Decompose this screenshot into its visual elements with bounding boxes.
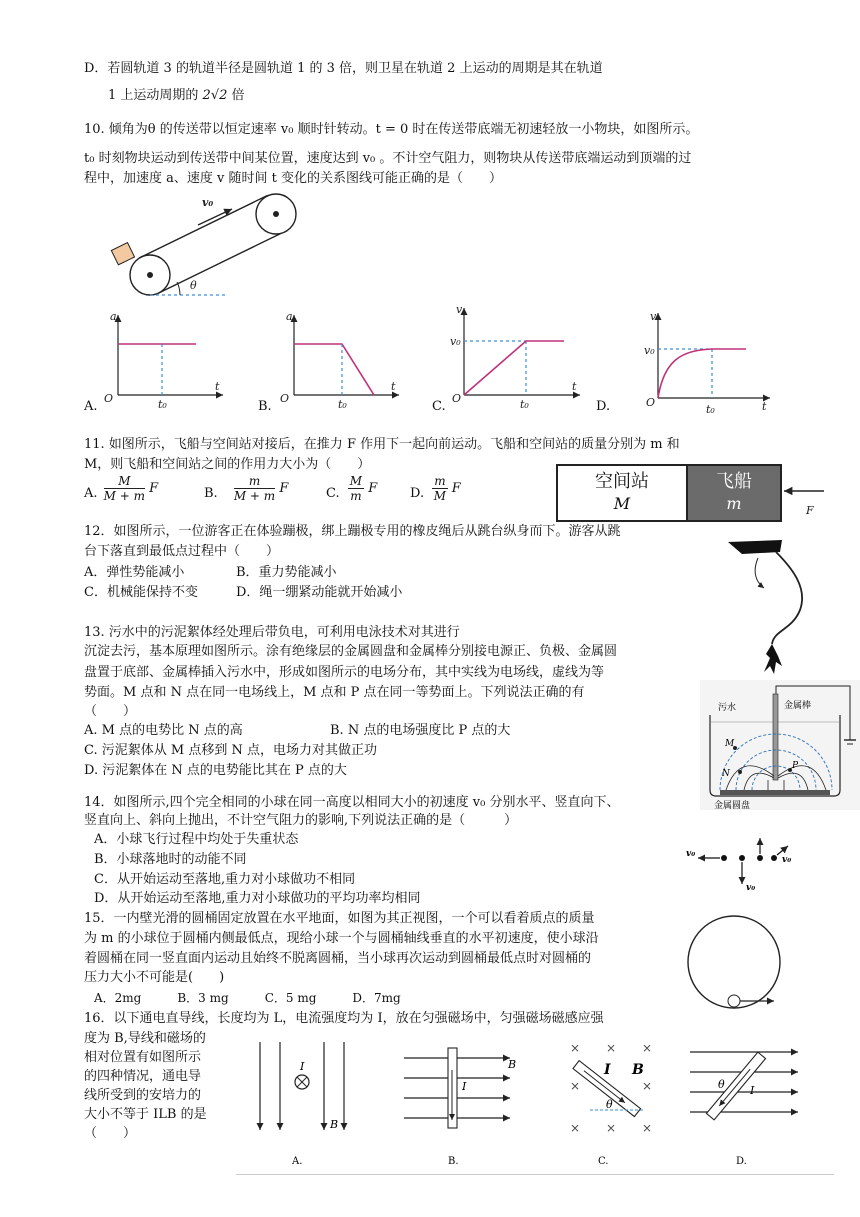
fig-d-label: D.: [736, 1156, 747, 1167]
q10-stem-line2: t₀ 时刻物块运动到传送带中间某位置，速度达到 v₀ 。不计空气阻力，则物块从传送带底端运动到顶端的过: [84, 151, 692, 166]
q12-option-a[interactable]: A．弹性势能减小: [84, 565, 185, 580]
q11-a-den: M + m: [103, 489, 146, 503]
svg-text:×: ×: [570, 1121, 581, 1135]
q11-d-num: m: [434, 474, 446, 488]
q11-a-label: A.: [84, 486, 98, 501]
q12-option-c[interactable]: C．机械能保持不变: [84, 585, 198, 600]
q16-side-line2: 相对位置有如图所示: [84, 1050, 202, 1065]
q15-options[interactable]: A．2mg B．3 mg C．5 mg D．7mg: [94, 991, 401, 1005]
q16-side-line5: 大小不等于 ILB 的是: [84, 1107, 207, 1122]
fig-b-field: B: [508, 1058, 517, 1071]
figure-baseline-divider: [236, 1174, 834, 1175]
svg-text:×: ×: [606, 1121, 617, 1135]
graph-b: [274, 310, 404, 410]
svg-text:×: ×: [642, 1121, 653, 1135]
ship-mass: m: [726, 494, 742, 513]
graph-a-axis-x: t: [215, 380, 220, 393]
q14-option-d[interactable]: D．从开始运动至落地,重力对小球做功的平均功率均相同: [94, 891, 421, 906]
svg-text:×: ×: [570, 1079, 581, 1093]
q14-option-c[interactable]: C．从开始运动至落地,重力对小球做功不相同: [94, 872, 356, 887]
svg-text:×: ×: [606, 1041, 617, 1055]
q13-stem-line3: 盘置于底部、金属棒插入污水中，形成如图所示的电场分布，其中实线为电场线，虚线为等: [84, 665, 605, 680]
q14-stem-line1: 14．如图所示,四个完全相同的小球在同一高度以相同大小的初速度 v₀ 分别水平、竖直向下、: [84, 795, 620, 810]
graph-a-t0: t₀: [158, 398, 167, 411]
q11-c-label: C.: [326, 486, 340, 501]
q13-option-d[interactable]: D. 污泥絮体在 N 点的电势能比其在 P 点的大: [84, 763, 347, 778]
graph-d-origin: O: [646, 396, 656, 409]
graph-a: [98, 310, 228, 410]
q13-stem-line4: 势面。M 点和 N 点在同一电场线上，M 点和 P 点在同一等势面上。下列说法正确的有: [84, 685, 585, 700]
q12-option-b[interactable]: B．重力势能减小: [236, 565, 337, 580]
fig-point-m: M: [725, 739, 735, 749]
svg-text:×: ×: [570, 1041, 581, 1055]
q15-stem-line3: 着圆桶在同一竖直面内运动且始终不脱离圆桶，当小球再次运动到圆桶最低点时对圆桶的: [84, 951, 592, 966]
q13-stem-line1: 13. 污水中的污泥絮体经处理后带负电，可利用电泳技术对其进行: [84, 625, 460, 640]
block: [111, 243, 134, 265]
belt-speed-label: v₀: [202, 196, 214, 209]
graph-d-t0: t₀: [706, 403, 715, 416]
q11-c-tail: F: [368, 481, 378, 496]
cylinder-figure: [684, 912, 784, 1012]
q12-stem-line1: 12．如图所示，一位游客正在体验蹦极，绑上蹦极专用的橡皮绳后从跳台纵身而下。游客从跳: [84, 524, 621, 539]
graph-c-t0: t₀: [520, 398, 529, 411]
graph-c-origin: O: [452, 392, 462, 405]
graph-b-origin: O: [280, 392, 290, 405]
q14-option-b[interactable]: B．小球落地时的动能不同: [94, 852, 247, 867]
q11-d-den: M: [433, 489, 447, 503]
q9-d-suffix: 倍: [231, 88, 245, 103]
fig-a-field: B: [330, 1118, 339, 1131]
q10-stem-line3: 程中，加速度 a、速度 v 随时间 t 变化的关系图线可能正确的是（ ）: [84, 171, 502, 186]
q9-d-factor: 2√2: [202, 88, 228, 103]
svg-text:×: ×: [642, 1041, 653, 1055]
q11-d-tail: F: [451, 481, 461, 496]
q16-figure-a: [252, 1040, 352, 1170]
q15-stem-line4: 压力大小不可能是( ): [84, 970, 225, 985]
q13-option-b[interactable]: B. N 点的电场强度比 P 点的大: [330, 723, 511, 738]
fig-c-field: B: [632, 1062, 644, 1078]
spaceship-box: [686, 464, 782, 522]
graph-d-axis-y: v: [650, 310, 657, 323]
q13-option-c[interactable]: C. 污泥絮体从 M 点移到 N 点，电场力对其做正功: [84, 743, 377, 758]
ball4-v0: v₀: [782, 855, 792, 865]
fig-point-p: P: [792, 761, 799, 771]
ball2-v0: v₀: [746, 883, 756, 893]
docking-figure: [556, 464, 826, 522]
fig-disk-label: 金属圆盘: [714, 801, 751, 811]
fig-point-n: N: [722, 769, 730, 779]
q11-c-num: M: [349, 474, 363, 488]
fig-rod-label: 金属棒: [784, 701, 812, 711]
fig-b-label: B.: [448, 1156, 459, 1167]
q9-option-d-line1: D．若圆轨道 3 的轨道半径是圆轨道 1 的 3 倍，则卫星在轨道 2 上运动的周期是其在轨道: [84, 61, 603, 76]
q13-option-a[interactable]: A. M 点的电势比 N 点的高: [84, 723, 243, 738]
space-station-box: [556, 464, 688, 522]
fig-a-current: I: [300, 1060, 305, 1073]
q10-option-d[interactable]: D.: [596, 399, 611, 414]
ship-label: 飞船: [716, 471, 752, 492]
q16-figure-d: [688, 1040, 808, 1170]
q12-stem-line2: 台下落直到最低点过程中（ ）: [84, 544, 280, 559]
force-label: F: [806, 504, 814, 517]
fig-b-current: I: [462, 1080, 467, 1093]
jumper-silhouette: [764, 644, 782, 674]
graph-c-axis-y: v: [456, 303, 463, 316]
q11-stem-line2: M，则飞船和空间站之间的作用力大小为（ ）: [84, 457, 371, 472]
fig-d-current: I: [750, 1084, 755, 1097]
q10-option-a[interactable]: A.: [84, 399, 98, 414]
metal-rod: [773, 694, 778, 780]
graph-c: [448, 303, 588, 410]
electrophoresis-figure: [700, 680, 860, 810]
metal-disk: [720, 790, 830, 795]
fig-water-label: 污水: [718, 703, 737, 713]
q13-stem-line2: 沉淀去污，基本原理如图所示。涂有绝缘层的金属圆盘和金属棒分别接电源正、负极、金属圆: [84, 644, 618, 659]
belt-angle-label: θ: [190, 279, 197, 292]
bungee-figure: [722, 538, 822, 678]
ball1-v0: v₀: [686, 849, 696, 859]
q14-option-a[interactable]: A．小球飞行过程中均处于失重状态: [94, 832, 299, 847]
q11-stem-line1: 11. 如图所示，飞船与空间站对接后，在推力 F 作用下一起向前运动。飞船和空间站的质量分别为 m 和: [84, 437, 680, 452]
four-balls-figure: [684, 836, 794, 894]
q11-d-label: D.: [410, 486, 425, 501]
q11-b-label: B.: [204, 486, 218, 501]
q11-a-num: M: [104, 474, 145, 489]
q16-figure-c: [560, 1040, 660, 1170]
graph-a-origin: O: [104, 392, 114, 405]
q16-figure-b: [400, 1040, 520, 1170]
station-label: 空间站: [595, 471, 649, 492]
q12-option-d[interactable]: D．绳一绷紧动能就开始减小: [236, 585, 403, 600]
q16-side-line1: 度为 B,导线和磁场的: [84, 1031, 206, 1046]
fig-c-theta: θ: [606, 1098, 613, 1111]
q11-option-c[interactable]: [326, 474, 377, 503]
q9-d-prefix: 1 上运动周期的: [108, 88, 199, 103]
svg-text:×: ×: [642, 1079, 653, 1093]
q11-a-tail: F: [149, 481, 159, 496]
graph-b-axis-x: t: [391, 380, 396, 393]
conveyor-belt-figure: [120, 192, 300, 302]
graph-c-axis-x: t: [572, 380, 577, 393]
q10-option-b[interactable]: B.: [258, 399, 272, 414]
fig-a-label: A.: [292, 1156, 303, 1167]
graph-b-axis-y: a: [286, 310, 293, 323]
graph-a-axis-y: a: [110, 310, 117, 323]
q14-stem-line2: 竖直向上、斜向上抛出，不计空气阻力的影响,下列说法正确的是（ ）: [84, 813, 518, 828]
fig-d-theta: θ: [718, 1078, 725, 1091]
q16-stem-line1: 16．以下通电直导线，长度均为 L，电流强度均为 I，放在匀强磁场中，匀强磁场磁感应强: [84, 1011, 604, 1026]
fig-c-label: C.: [598, 1156, 609, 1167]
graph-d-axis-x: t: [762, 400, 767, 413]
graph-b-t0: t₀: [338, 398, 347, 411]
q13-stem-line5: （ ）: [84, 704, 137, 719]
q16-side-line3: 的四种情况，通电导: [84, 1069, 202, 1084]
q11-b-den: M + m: [233, 489, 276, 503]
station-mass: M: [613, 494, 631, 513]
q16-side-line6: （ ）: [84, 1126, 137, 1141]
q9-option-d-line2: [108, 87, 245, 105]
q16-side-line4: 线所受到的安培力的: [84, 1088, 202, 1103]
q11-b-tail: F: [279, 481, 289, 496]
q11-option-d[interactable]: [410, 474, 461, 503]
q11-b-num: m: [234, 474, 275, 489]
q11-option-b[interactable]: [204, 474, 288, 503]
force-arrow: [780, 464, 826, 522]
graph-d-v0: v₀: [644, 344, 655, 357]
q15-stem-line1: 15．一内壁光滑的圆桶固定放置在水平地面，如图为其正视图，一个可以看着质点的质量: [84, 911, 595, 926]
fig-c-current: I: [604, 1062, 611, 1078]
q15-stem-line2: 为 m 的小球位于圆桶内侧最低点，现给小球一个与圆桶轴线垂直的水平初速度，使小球沿: [84, 931, 599, 946]
graph-d: [642, 310, 777, 416]
graph-c-v0: v₀: [450, 335, 461, 348]
q10-stem-line1: 10. 倾角为θ 的传送带以恒定速率 v₀ 顺时针转动。t = 0 时在传送带底端无初速轻放一小物块，如图所示。: [84, 122, 699, 137]
q11-c-den: m: [350, 489, 362, 503]
q11-option-a[interactable]: [84, 474, 158, 503]
q10-option-c[interactable]: C.: [432, 399, 446, 414]
